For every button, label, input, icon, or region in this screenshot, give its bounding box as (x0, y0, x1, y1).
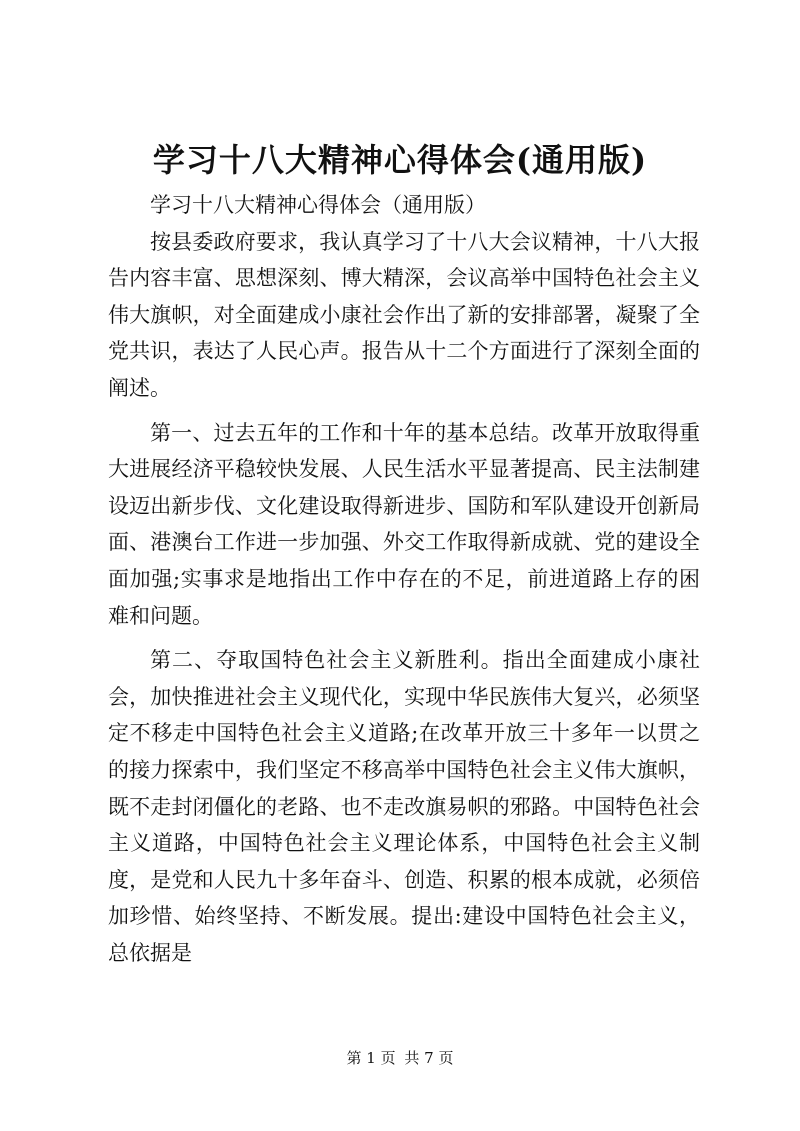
document-title: 学习十八大精神心得体会(通用版) (152, 141, 648, 179)
paragraph-1: 按县委政府要求，我认真学习了十八大会议精神，十八大报告内容丰富、思想深刻、博大精深，会议高举中国特色社会主义伟大旗帜，对全面建成小康社会作出了新的安排部署，凝聚了全党共识，表达了人民心声。报告从十二个方面进行了深刻全面的阐述。 (108, 229, 700, 400)
paragraph-2: 第一、过去五年的工作和十年的基本总结。改革开放取得重大进展经济平稳较快发展、人民生活水平显著提高、民主法制建设迈出新步伐、文化建设取得新进步、国防和军队建设开创新局面、港澳台工作进一步加强、外交工作取得新成就、党的建设全面加强;实事求是地指出工作中存在的不足，前进道路上存的困难和问题。 (108, 420, 700, 628)
document-subtitle: 学习十八大精神心得体会（通用版） (150, 193, 486, 217)
page-total: 共 7 页 (404, 1049, 454, 1067)
document-body (108, 187, 700, 971)
paragraph-3: 第二、夺取国特色社会主义新胜利。指出全面建成小康社会，加快推进社会主义现代化，实现中华民族伟大复兴，必须坚定不移走中国特色社会主义道路;在改革开放三十多年一以贯之的接力探索中，我们坚定不移高举中国特色社会主义伟大旗帜，既不走封闭僵化的老路、也不走改旗易帜的邪路。中国特色社会主义道路，中国特色社会主义理论体系，中国特色社会主义制度，是党和人民九十多年奋斗、创造、积累的根本成就，必须倍加珍惜、始终坚持、不断发展。提出:建设中国特色社会主义，总依据是 (108, 648, 700, 965)
page-number: 第 1 页 (346, 1049, 396, 1067)
page-footer (0, 1048, 800, 1068)
